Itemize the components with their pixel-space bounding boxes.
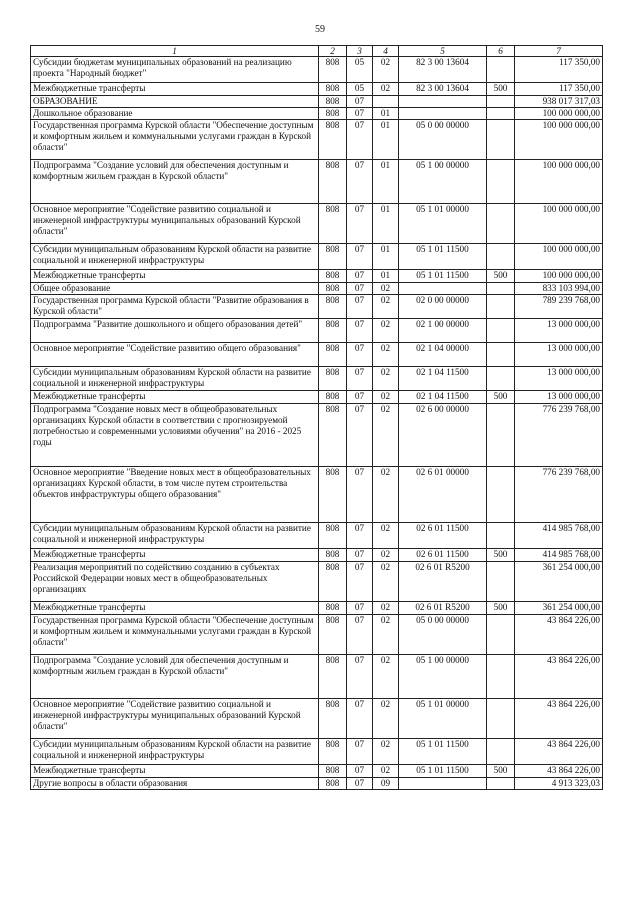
cell-vr bbox=[487, 295, 515, 319]
page-number: 59 bbox=[315, 24, 325, 35]
cell-vr bbox=[487, 343, 515, 367]
cell-name: Субсидии муниципальным образованиям Курской области на развитие социальной и инженерной инфраструктуры bbox=[31, 739, 319, 765]
cell-name: Основное мероприятие "Содействие развитию социальной и инженерной инфраструктуры муниципальных образований Курской области" bbox=[31, 204, 319, 244]
cell-rz: 07 bbox=[347, 699, 373, 739]
cell-sum: 13 000 000,00 bbox=[515, 319, 603, 343]
cell-grbs: 808 bbox=[319, 404, 347, 467]
cell-csr: 05 1 01 00000 bbox=[399, 204, 487, 244]
cell-csr: 05 1 01 11500 bbox=[399, 270, 487, 283]
cell-vr bbox=[487, 467, 515, 523]
cell-sum: 789 239 768,00 bbox=[515, 295, 603, 319]
cell-grbs: 808 bbox=[319, 83, 347, 96]
table-row bbox=[31, 765, 603, 778]
table-row bbox=[31, 367, 603, 391]
cell-name: Дошкольное образование bbox=[31, 108, 319, 120]
cell-grbs: 808 bbox=[319, 602, 347, 615]
cell-grbs: 808 bbox=[319, 523, 347, 549]
cell-vr bbox=[487, 108, 515, 120]
cell-csr bbox=[399, 108, 487, 120]
table-row bbox=[31, 96, 603, 108]
cell-name: Субсидии муниципальным образованиям Курской области на развитие социальной и инженерной инфраструктуры bbox=[31, 523, 319, 549]
cell-pr: 02 bbox=[373, 615, 399, 655]
cell-name: Основное мероприятие "Содействие развитию общего образования" bbox=[31, 343, 319, 367]
cell-rz: 07 bbox=[347, 120, 373, 160]
cell-vr bbox=[487, 778, 515, 790]
cell-sum: 100 000 000,00 bbox=[515, 108, 603, 120]
cell-sum: 776 239 768,00 bbox=[515, 404, 603, 467]
cell-name: Государственная программа Курской области "Обеспечение доступным и комфортным жильем и коммунальными услугами граждан в Курской области" bbox=[31, 120, 319, 160]
table-row bbox=[31, 204, 603, 244]
cell-rz: 07 bbox=[347, 523, 373, 549]
cell-csr: 05 1 01 00000 bbox=[399, 699, 487, 739]
cell-pr: 09 bbox=[373, 778, 399, 790]
cell-name: Основное мероприятие "Содействие развитию социальной и инженерной инфраструктуры муниципальных образований Курской области" bbox=[31, 699, 319, 739]
cell-sum: 414 985 768,00 bbox=[515, 523, 603, 549]
cell-pr: 02 bbox=[373, 562, 399, 602]
cell-rz: 07 bbox=[347, 108, 373, 120]
table-row bbox=[31, 343, 603, 367]
cell-csr: 82 3 00 13604 bbox=[399, 83, 487, 96]
cell-grbs: 808 bbox=[319, 467, 347, 523]
cell-sum: 43 864 226,00 bbox=[515, 765, 603, 778]
cell-pr: 02 bbox=[373, 602, 399, 615]
table-row bbox=[31, 467, 603, 523]
cell-sum: 833 103 994,00 bbox=[515, 283, 603, 295]
cell-grbs: 808 bbox=[319, 739, 347, 765]
cell-name: Межбюджетные трансферты bbox=[31, 602, 319, 615]
cell-vr: 500 bbox=[487, 83, 515, 96]
cell-grbs: 808 bbox=[319, 96, 347, 108]
cell-csr: 05 0 00 00000 bbox=[399, 615, 487, 655]
cell-name: Общее образование bbox=[31, 283, 319, 295]
cell-name: Межбюджетные трансферты bbox=[31, 549, 319, 562]
cell-rz: 07 bbox=[347, 283, 373, 295]
cell-vr bbox=[487, 739, 515, 765]
table-row bbox=[31, 270, 603, 283]
cell-grbs: 808 bbox=[319, 108, 347, 120]
cell-grbs: 808 bbox=[319, 319, 347, 343]
cell-pr: 02 bbox=[373, 319, 399, 343]
table-row bbox=[31, 523, 603, 549]
cell-name: Межбюджетные трансферты bbox=[31, 83, 319, 96]
table-row bbox=[31, 655, 603, 699]
cell-vr bbox=[487, 160, 515, 204]
table-row bbox=[31, 699, 603, 739]
cell-grbs: 808 bbox=[319, 270, 347, 283]
cell-rz: 07 bbox=[347, 160, 373, 204]
cell-name: Другие вопросы в области образования bbox=[31, 778, 319, 790]
header-cell-7: 7 bbox=[515, 46, 603, 57]
cell-rz: 07 bbox=[347, 295, 373, 319]
cell-rz: 07 bbox=[347, 549, 373, 562]
cell-vr bbox=[487, 562, 515, 602]
cell-rz: 07 bbox=[347, 562, 373, 602]
cell-sum: 100 000 000,00 bbox=[515, 120, 603, 160]
cell-vr bbox=[487, 96, 515, 108]
cell-name: Межбюджетные трансферты bbox=[31, 391, 319, 404]
table-row bbox=[31, 549, 603, 562]
table-row bbox=[31, 319, 603, 343]
cell-sum: 100 000 000,00 bbox=[515, 270, 603, 283]
cell-sum: 13 000 000,00 bbox=[515, 343, 603, 367]
cell-rz: 05 bbox=[347, 83, 373, 96]
cell-pr: 01 bbox=[373, 160, 399, 204]
cell-vr: 500 bbox=[487, 270, 515, 283]
cell-grbs: 808 bbox=[319, 343, 347, 367]
cell-rz: 07 bbox=[347, 404, 373, 467]
cell-vr bbox=[487, 244, 515, 270]
cell-grbs: 808 bbox=[319, 615, 347, 655]
table-row bbox=[31, 778, 603, 790]
cell-vr bbox=[487, 57, 515, 83]
cell-csr: 02 6 01 R5200 bbox=[399, 562, 487, 602]
cell-sum: 43 864 226,00 bbox=[515, 655, 603, 699]
cell-csr: 02 1 04 11500 bbox=[399, 391, 487, 404]
cell-pr: 02 bbox=[373, 343, 399, 367]
table-row bbox=[31, 295, 603, 319]
cell-pr: 02 bbox=[373, 83, 399, 96]
cell-grbs: 808 bbox=[319, 699, 347, 739]
cell-sum: 100 000 000,00 bbox=[515, 160, 603, 204]
cell-grbs: 808 bbox=[319, 391, 347, 404]
cell-name: Подпрограмма "Создание новых мест в общеобразовательных организациях Курской области в соответствии с прогнозируемой потребностью и современными условиями обучения" на 2016 - 2025 годы bbox=[31, 404, 319, 467]
cell-grbs: 808 bbox=[319, 283, 347, 295]
header-cell-5: 5 bbox=[399, 46, 487, 57]
cell-vr: 500 bbox=[487, 549, 515, 562]
cell-vr bbox=[487, 120, 515, 160]
cell-pr: 01 bbox=[373, 108, 399, 120]
cell-csr: 02 6 01 11500 bbox=[399, 523, 487, 549]
cell-rz: 07 bbox=[347, 655, 373, 699]
cell-sum: 43 864 226,00 bbox=[515, 739, 603, 765]
cell-rz: 07 bbox=[347, 204, 373, 244]
cell-pr: 01 bbox=[373, 120, 399, 160]
cell-sum: 414 985 768,00 bbox=[515, 549, 603, 562]
cell-csr: 02 6 01 11500 bbox=[399, 549, 487, 562]
cell-csr: 82 3 00 13604 bbox=[399, 57, 487, 83]
cell-sum: 100 000 000,00 bbox=[515, 204, 603, 244]
cell-rz: 07 bbox=[347, 270, 373, 283]
cell-pr: 01 bbox=[373, 244, 399, 270]
table-row bbox=[31, 562, 603, 602]
cell-pr: 02 bbox=[373, 549, 399, 562]
cell-rz: 07 bbox=[347, 778, 373, 790]
cell-grbs: 808 bbox=[319, 120, 347, 160]
cell-vr bbox=[487, 319, 515, 343]
header-cell-3: 3 bbox=[347, 46, 373, 57]
table-row bbox=[31, 160, 603, 204]
cell-name: Реализация мероприятий по содействию созданию в субъектах Российской Федерации новых мест в общеобразовательных организациях bbox=[31, 562, 319, 602]
cell-grbs: 808 bbox=[319, 295, 347, 319]
cell-vr: 500 bbox=[487, 765, 515, 778]
cell-csr bbox=[399, 778, 487, 790]
cell-sum: 117 350,00 bbox=[515, 83, 603, 96]
budget-table bbox=[30, 45, 603, 790]
cell-rz: 07 bbox=[347, 765, 373, 778]
table-row bbox=[31, 404, 603, 467]
cell-sum: 43 864 226,00 bbox=[515, 699, 603, 739]
cell-sum: 117 350,00 bbox=[515, 57, 603, 83]
cell-vr bbox=[487, 283, 515, 295]
header-cell-4: 4 bbox=[373, 46, 399, 57]
cell-rz: 07 bbox=[347, 319, 373, 343]
cell-rz: 05 bbox=[347, 57, 373, 83]
cell-pr: 01 bbox=[373, 204, 399, 244]
cell-csr: 05 0 00 00000 bbox=[399, 120, 487, 160]
cell-pr: 02 bbox=[373, 699, 399, 739]
cell-name: Подпрограмма "Создание условий для обеспечения доступным и комфортным жильем граждан в Курской области" bbox=[31, 160, 319, 204]
cell-grbs: 808 bbox=[319, 655, 347, 699]
cell-csr: 02 6 00 00000 bbox=[399, 404, 487, 467]
table-row bbox=[31, 57, 603, 83]
cell-vr bbox=[487, 523, 515, 549]
cell-csr: 02 6 01 R5200 bbox=[399, 602, 487, 615]
cell-sum: 100 000 000,00 bbox=[515, 244, 603, 270]
cell-pr: 02 bbox=[373, 655, 399, 699]
cell-rz: 07 bbox=[347, 367, 373, 391]
cell-name: Межбюджетные трансферты bbox=[31, 270, 319, 283]
cell-csr: 02 1 04 11500 bbox=[399, 367, 487, 391]
cell-sum: 938 017 317,03 bbox=[515, 96, 603, 108]
cell-grbs: 808 bbox=[319, 160, 347, 204]
table-row bbox=[31, 283, 603, 295]
cell-grbs: 808 bbox=[319, 244, 347, 270]
cell-rz: 07 bbox=[347, 391, 373, 404]
table-row bbox=[31, 120, 603, 160]
cell-rz: 07 bbox=[347, 343, 373, 367]
cell-vr: 500 bbox=[487, 391, 515, 404]
cell-vr bbox=[487, 615, 515, 655]
header-cell-2: 2 bbox=[319, 46, 347, 57]
table-body bbox=[31, 57, 603, 790]
cell-name: Межбюджетные трансферты bbox=[31, 765, 319, 778]
cell-pr: 02 bbox=[373, 467, 399, 523]
cell-pr: 02 bbox=[373, 295, 399, 319]
cell-csr bbox=[399, 96, 487, 108]
cell-grbs: 808 bbox=[319, 204, 347, 244]
cell-sum: 13 000 000,00 bbox=[515, 391, 603, 404]
cell-csr: 02 0 00 00000 bbox=[399, 295, 487, 319]
table-row bbox=[31, 739, 603, 765]
cell-csr: 05 1 01 11500 bbox=[399, 765, 487, 778]
cell-grbs: 808 bbox=[319, 562, 347, 602]
table-row bbox=[31, 244, 603, 270]
cell-pr: 01 bbox=[373, 270, 399, 283]
cell-sum: 13 000 000,00 bbox=[515, 367, 603, 391]
table-row bbox=[31, 391, 603, 404]
cell-rz: 07 bbox=[347, 467, 373, 523]
table-row bbox=[31, 108, 603, 120]
cell-name: Подпрограмма "Создание условий для обеспечения доступным и комфортным жильем граждан в Курской области" bbox=[31, 655, 319, 699]
cell-sum: 4 913 323,03 bbox=[515, 778, 603, 790]
cell-name: Субсидии муниципальным образованиям Курской области на развитие социальной и инженерной инфраструктуры bbox=[31, 244, 319, 270]
cell-grbs: 808 bbox=[319, 57, 347, 83]
cell-csr bbox=[399, 283, 487, 295]
cell-sum: 361 254 000,00 bbox=[515, 602, 603, 615]
cell-vr: 500 bbox=[487, 602, 515, 615]
cell-csr: 05 1 00 00000 bbox=[399, 655, 487, 699]
cell-vr bbox=[487, 367, 515, 391]
cell-name: Государственная программа Курской области "Обеспечение доступным и комфортным жильем и коммунальными услугами граждан в Курской области" bbox=[31, 615, 319, 655]
cell-vr bbox=[487, 699, 515, 739]
cell-vr bbox=[487, 655, 515, 699]
cell-name: Подпрограмма "Развитие дошкольного и общего образования детей" bbox=[31, 319, 319, 343]
header-row bbox=[31, 46, 603, 57]
cell-name: Субсидии бюджетам муниципальных образований на реализацию проекта "Народный бюджет" bbox=[31, 57, 319, 83]
cell-csr: 02 1 00 00000 bbox=[399, 319, 487, 343]
cell-rz: 07 bbox=[347, 615, 373, 655]
cell-csr: 02 6 01 00000 bbox=[399, 467, 487, 523]
cell-pr: 02 bbox=[373, 404, 399, 467]
header-cell-6: 6 bbox=[487, 46, 515, 57]
cell-pr: 02 bbox=[373, 57, 399, 83]
cell-csr: 02 1 04 00000 bbox=[399, 343, 487, 367]
cell-name: ОБРАЗОВАНИЕ bbox=[31, 96, 319, 108]
table-row bbox=[31, 83, 603, 96]
cell-grbs: 808 bbox=[319, 765, 347, 778]
cell-pr bbox=[373, 96, 399, 108]
cell-sum: 43 864 226,00 bbox=[515, 615, 603, 655]
cell-grbs: 808 bbox=[319, 549, 347, 562]
cell-csr: 05 1 01 11500 bbox=[399, 739, 487, 765]
cell-vr bbox=[487, 204, 515, 244]
cell-csr: 05 1 01 11500 bbox=[399, 244, 487, 270]
cell-grbs: 808 bbox=[319, 367, 347, 391]
cell-csr: 05 1 00 00000 bbox=[399, 160, 487, 204]
cell-name: Основное мероприятие "Введение новых мест в общеобразовательных организациях Курской области, в том числе путем строительства объектов инфраструктуры общего образования" bbox=[31, 467, 319, 523]
cell-pr: 02 bbox=[373, 283, 399, 295]
cell-grbs: 808 bbox=[319, 778, 347, 790]
table-row bbox=[31, 602, 603, 615]
cell-name: Субсидии муниципальным образованиям Курской области на развитие социальной и инженерной инфраструктуры bbox=[31, 367, 319, 391]
cell-pr: 02 bbox=[373, 523, 399, 549]
cell-rz: 07 bbox=[347, 244, 373, 270]
cell-rz: 07 bbox=[347, 96, 373, 108]
cell-pr: 02 bbox=[373, 391, 399, 404]
cell-rz: 07 bbox=[347, 602, 373, 615]
cell-pr: 02 bbox=[373, 367, 399, 391]
cell-pr: 02 bbox=[373, 765, 399, 778]
cell-rz: 07 bbox=[347, 739, 373, 765]
cell-sum: 361 254 000,00 bbox=[515, 562, 603, 602]
cell-pr: 02 bbox=[373, 739, 399, 765]
cell-sum: 776 239 768,00 bbox=[515, 467, 603, 523]
table-row bbox=[31, 615, 603, 655]
cell-name: Государственная программа Курской области "Развитие образования в Курской области" bbox=[31, 295, 319, 319]
header-cell-1: 1 bbox=[31, 46, 319, 57]
cell-vr bbox=[487, 404, 515, 467]
